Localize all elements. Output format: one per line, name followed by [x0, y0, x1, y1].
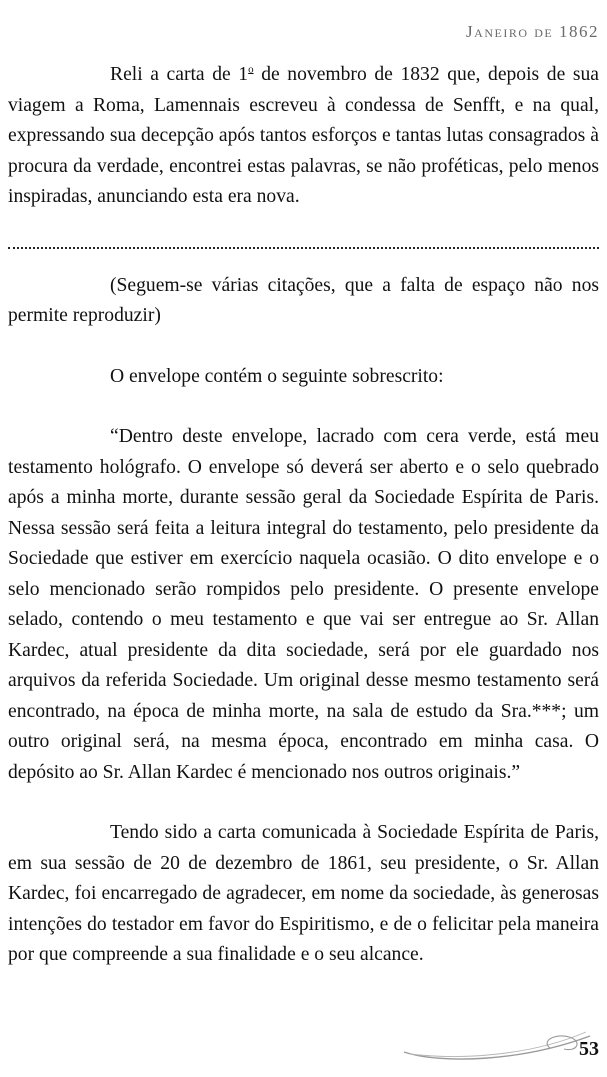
paragraph-envelope-intro: O envelope contém o seguinte sobrescrito: — [110, 365, 444, 387]
dotted-separator — [8, 243, 599, 249]
paragraph-envelope-inscription: “Dentro deste envelope, lacrado com cera verde, está meu testamento hológrafo. O envelope só deverá ser aberto e o selo quebrado após a minha morte, durante sessão geral da Sociedade Espírita de Paris. Nessa sessão será feita a leitura integral do testamento, pelo presidente da Sociedade que estiver em exercício naquela ocasião. O dito envelope e o selo mencionado serão rompidos pelo presidente. O presente envelope selado, contendo o meu testamento e que vai ser entregue ao Sr. Allan Kardec, atual presidente da dita sociedade, será por ele guardado nos arquivos da referida Sociedade. Um original desse mesmo testamento será encontrado, na época de minha morte, na sala de estudo da Sra.***; um outro original será, na mesma época, encontrado em minha casa. O depósito ao Sr. Allan Kardec é mencionado nos outros originais.” — [8, 426, 599, 783]
page-number: 53 — [579, 1038, 599, 1060]
paragraph-society-response: Tendo sido a carta comunicada à Sociedade Espírita de Paris, em sua sessão de 20 de dezembro de 1861, seu presidente, o Sr. Allan Kardec, foi encarregado de agradecer, em nome da sociedade, às generosas intenções do testador em favor do Espiritismo, e de o felicitar pela maneira por que compreende a sua finalidade e o seu alcance. — [8, 822, 599, 965]
ordinal-superscript: o — [248, 63, 254, 76]
paragraph-omitted-citations: (Seguem-se várias citações, que a falta de espaço não nos permite reproduzir) — [8, 274, 599, 326]
running-header: Janeiro de 1862 — [466, 22, 599, 41]
page-body — [8, 60, 599, 971]
decorative-swash-icon — [400, 1018, 600, 1068]
paragraph-text: de novembro de 1832 que, depois de sua viagem a Roma, Lamennais escreveu à condessa de Senfft, e na qual, expressando sua decepção após tantos esforços e tantas lutas consagrados à procura da verdade, encontrei estas palavras, se não proféticas, pelo menos inspiradas, anunciando esta era nova. — [8, 64, 599, 207]
paragraph-letter-reread — [8, 60, 599, 213]
paragraph-text: Reli a carta de 1 — [110, 64, 249, 85]
